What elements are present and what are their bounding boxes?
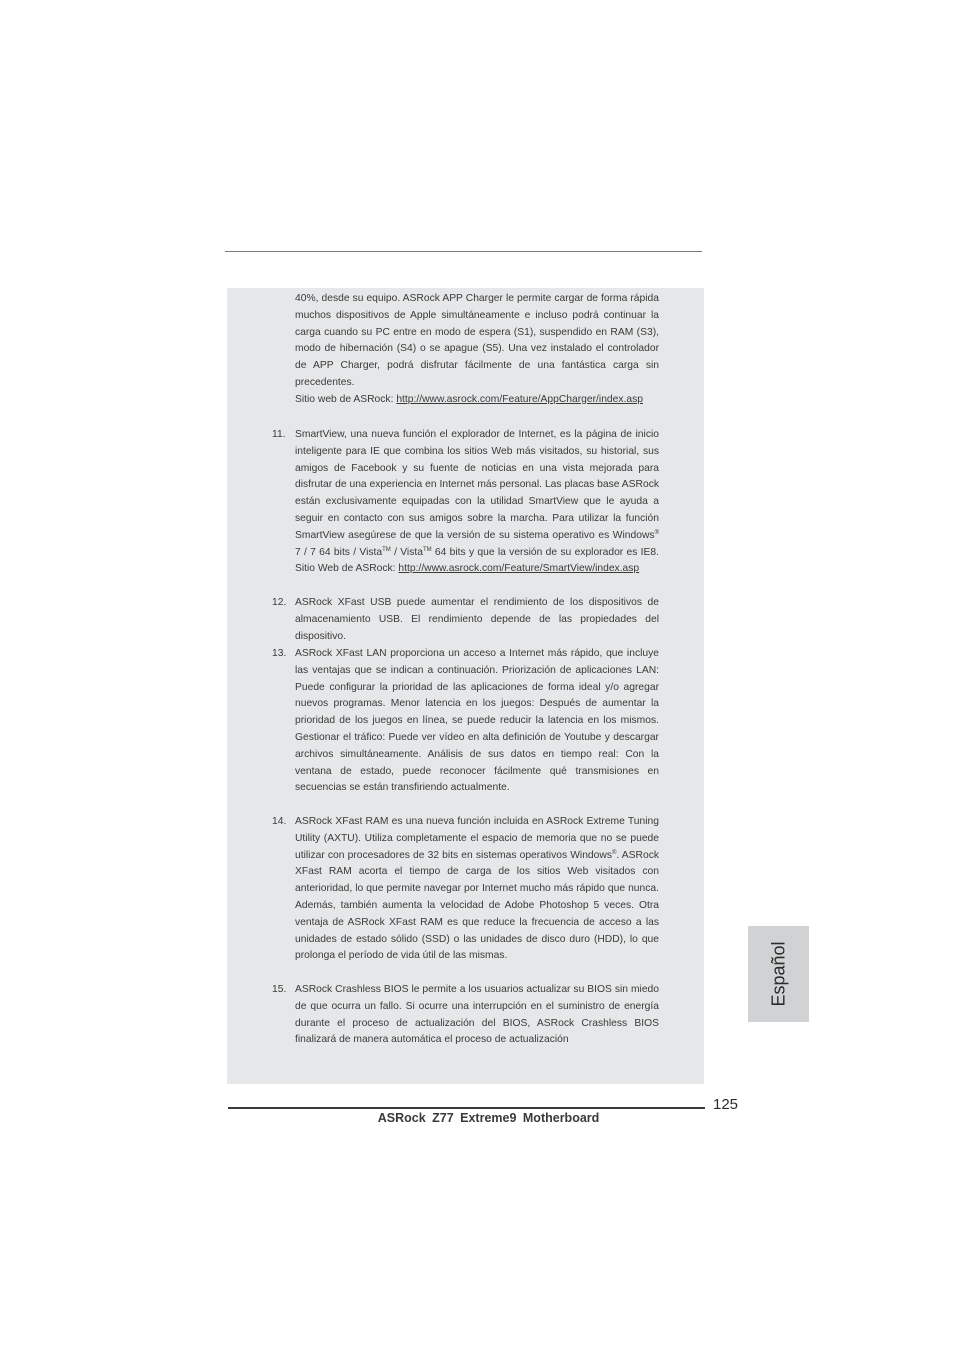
- item-11-text-c: / Vista: [390, 546, 423, 558]
- intro-text: 40%, desde su equipo. ASRock APP Charger le permite cargar de forma rápida muchos dispositivos de Apple simultáneamente e incluso podrá continuar la carga cuando su PC entre en modo de espera (S1), suspendido en RAM (S3), modo de hibernación (S4) o se apague (S5). Una vez instalado el controlador de APP Charger, podrá disfrutar fácilmente de una fantástica carga sin precedentes.: [295, 293, 659, 388]
- top-rule: [225, 251, 702, 252]
- item-11-text-d: 64 bits y que la versión de su explorador es IE8. Sitio Web de ASRock:: [295, 546, 659, 575]
- bottom-rule: [228, 1107, 705, 1109]
- item-11-number: 11.: [272, 429, 286, 440]
- item-14-text-b: . ASRock XFast RAM acorta el tiempo de carga de los sitios Web visitados con anterioridad, lo que permite navegar por Internet mucho más rápido que nunca. Además, también aumenta la velocidad de Adobe Photoshop 5 veces. Otra ventaja de ASRock XFast RAM es que reduce la frecuencia de acceso a las unidades de estado sólido (SSD) o las unidades de disco duro (HDD), lo que prolonga el período de vida útil de las mismas.: [295, 849, 659, 962]
- registered-mark: ®: [654, 529, 659, 536]
- item-11-text-a: SmartView, una nueva función el explorador de Internet, es la página de inicio inteligente para IE que combina los sitios Web más visitados, su historial, sus amigos de Facebook y su fuente de noticias en una vista mejorada para disfrutar de una experiencia en Internet más personal. Las placas base ASRock están exclusivamente equipadas con la utilidad SmartView que le ayuda a seguir en contacto con sus amigos sobre la marcha. Para utilizar la función SmartView asegúrese de que la versión de su sistema operativo es Windows: [295, 429, 659, 541]
- page-number: 125: [713, 1096, 739, 1113]
- item-14-number: 14.: [272, 816, 287, 827]
- item-15-text: ASRock Crashless BIOS le permite a los usuarios actualizar su BIOS sin miedo de que ocurra un fallo. Si ocurre una interrupción en el suministro de energía durante el proceso de actualización del BIOS, ASRock Crashless BIOS finalizará de manera automática el proceso de actualización: [295, 984, 659, 1046]
- intro-paragraph: [295, 291, 659, 409]
- item-14-text-a: ASRock XFast RAM es una nueva función incluida en ASRock Extreme Tuning Utility (AXTU). Utiliza completamente el espacio de memoria que no se puede utilizar con procesadores de 32 bits en sistemas operativos Windows: [295, 816, 659, 861]
- language-tab-label: Español: [768, 941, 789, 1007]
- smartview-link[interactable]: http://www.asrock.com/Feature/SmartView/index.asp: [398, 563, 640, 575]
- item-15-number: 15.: [272, 984, 287, 995]
- item-12-number: 12.: [272, 597, 287, 608]
- trademark-mark: TM: [422, 546, 432, 553]
- item-11-text-b: 7 / 7 64 bits / Vista: [295, 546, 383, 558]
- registered-mark: ®: [611, 849, 617, 856]
- item-12-text: ASRock XFast USB puede aumentar el rendimiento de los dispositivos de almacenamiento USB. El rendimiento depende de las propiedades del dispositivo.: [295, 597, 659, 642]
- item-13-number: 13.: [272, 648, 287, 659]
- footer-title: ASRock Z77 Extreme9 Motherboard: [377, 1111, 600, 1125]
- appcharger-link[interactable]: http://www.asrock.com/Feature/AppCharger/index.asp: [396, 393, 643, 405]
- item-14-text: [295, 814, 659, 965]
- intro-site-label: Sitio web de ASRock:: [295, 393, 394, 405]
- item-13-text: ASRock XFast LAN proporciona un acceso a Internet más rápido, que incluye las ventajas que se indican a continuación. Priorización de aplicaciones LAN: Puede configurar la prioridad de las aplicaciones de forma ideal y/o agregar nuevos programas. Menor latencia en los juegos: Después de aumentar la prioridad de los juegos en línea, se puede reducir la latencia en los mismos. Gestionar el tráfico: Puede ver vídeo en alta definición de Youtube y descargar archivos simultáneamente. Análisis de sus datos en tiempo real: Con la ventana de estado, puede reconocer fácilmente qué transmisiones en secuencias se están transfiriendo actualmente.: [295, 648, 659, 794]
- item-11-text: [295, 427, 659, 578]
- trademark-mark: TM: [382, 546, 391, 553]
